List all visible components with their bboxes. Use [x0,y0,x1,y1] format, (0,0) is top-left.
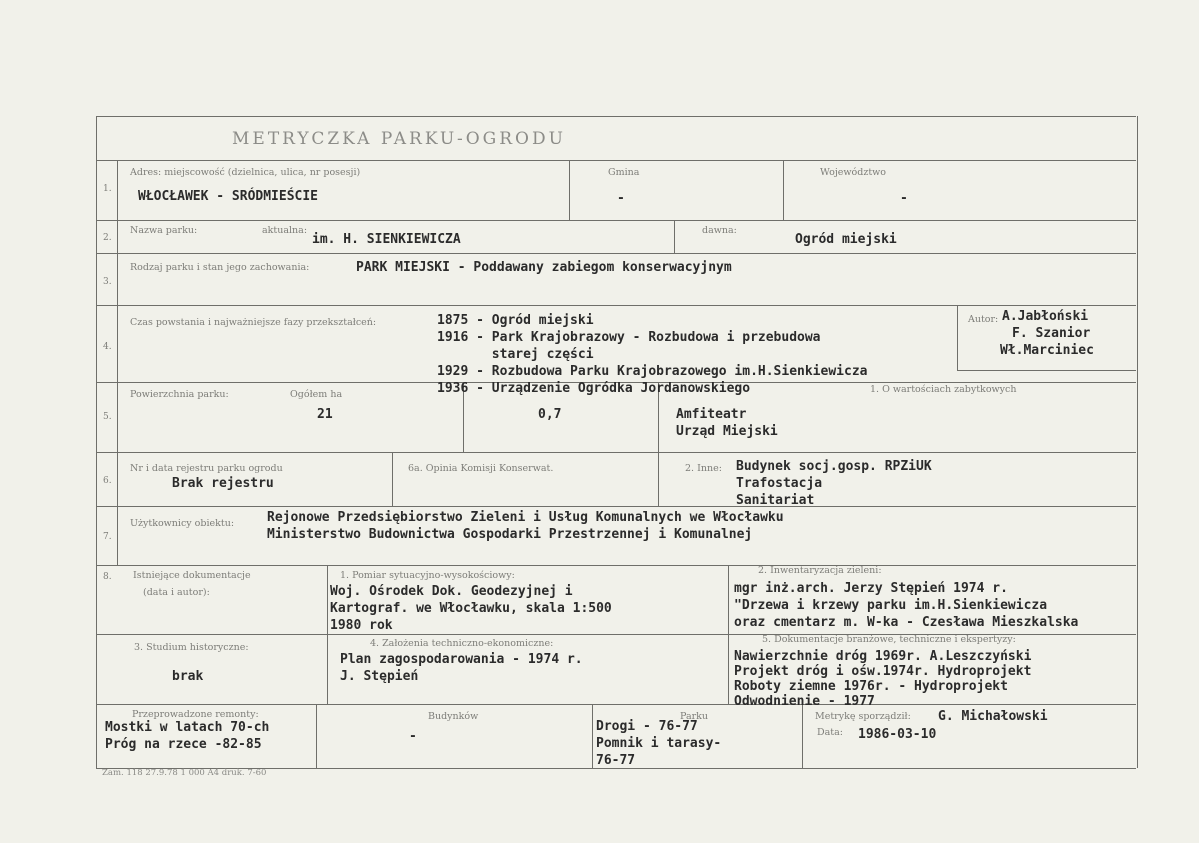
current-name-value: im. H. SIENKIEWICZA [312,232,461,247]
prepared-by-label: Metrykę sporządził: [815,711,911,722]
inventory-line: "Drzewa i krzewy parku im.H.Sienkiewicza [734,598,1048,613]
inventory-line: oraz cmentarz m. W-ka - Czesława Mieszkalska [734,615,1079,630]
repairs-list [105,719,269,753]
park-type-value: PARK MIEJSKI - Poddawany zabiegom konserwacyjnym [356,260,732,275]
row-number: 3. [103,277,112,287]
divider [957,305,958,370]
print-footer: Zam. 118 27.9.78 1 000 A4 druk. 7-60 [102,768,267,778]
address-label: Adres: miejscowość (dzielnica, ulica, nr posesji) [130,167,361,178]
date-value: 1986-03-10 [858,727,937,742]
plan-line: Plan zagospodarowania - 1974 r. [340,652,583,667]
row-number: 4. [103,342,112,352]
park-repair-line: 76-77 [596,753,636,768]
history-phase-line: starej części [437,347,594,362]
historical-study-label: 3. Studium historyczne: [134,642,249,653]
docs-label: Istniejące dokumentacje [133,570,251,581]
other-list [736,458,932,509]
row-number: 8. [103,572,112,582]
divider [316,704,317,768]
monument-item: Urząd Miejski [676,424,778,439]
buildings-value: - [409,729,417,744]
park-type-label: Rodzaj parku i stan jego zachowania: [130,262,310,273]
divider [802,704,803,768]
total-area-value: 21 [317,407,333,422]
historical-study-value: brak [172,669,204,684]
divider [96,160,1136,161]
park-repair-line: Pomnik i tarasy- [596,736,722,751]
divider [96,220,1136,221]
user-item: Ministerstwo Budownictwa Gospodarki Przestrzennej i Komunalnej [267,527,753,542]
docs-sublabel: (data i autor): [143,587,210,598]
plan-line: J. Stępień [340,669,419,684]
technical-economic-label: 4. Założenia techniczno-ekonomiczne: [370,638,554,649]
gmina-label: Gmina [608,167,640,178]
industry-docs-label: 5. Dokumentacje branżowe, techniczne i ekspertyzy: [762,634,1016,645]
divider [392,452,393,506]
park-repairs-list [596,718,721,769]
row-number: 7. [103,532,112,542]
industry-doc-line: Roboty ziemne 1976r. - Hydroprojekt [734,679,1008,694]
divider [327,565,328,704]
register-value: Brak rejestru [172,476,274,491]
row-number: 1. [103,184,112,194]
area-label: Powierzchnia parku: [130,389,229,400]
gmina-value: - [617,191,625,206]
author-value: Wł.Marciniec [1000,343,1094,358]
survey-label: 1. Pomiar sytuacyjno-wysokościowy: [340,570,515,581]
divider [96,253,1136,254]
user-item: Rejonowe Przedsiębiorstwo Zieleni i Usług Komunalnych we Włocławku [267,510,784,525]
author-value: A.Jabłoński [1002,309,1089,324]
industry-docs-list [734,649,1031,709]
history-phase-line: 1916 - Park Krajobrazowy - Rozbudowa i przebudowa [437,330,821,345]
former-name-value: Ogród miejski [795,232,897,247]
other-label: 2. Inne: [685,463,722,474]
divider [569,160,570,220]
divider [96,305,1136,306]
author-label: Autor: [968,314,999,325]
monuments-list [676,406,778,440]
inventory-label: 2. Inwentaryzacja zieleni: [758,565,882,576]
former-name-label: dawna: [702,225,737,236]
survey-line: 1980 rok [330,618,393,633]
industry-doc-line: Projekt dróg i ośw.1974r. Hydroprojekt [734,664,1032,679]
industry-doc-line: Nawierzchnie dróg 1969r. A.Leszczyński [734,649,1032,664]
register-label: Nr i data rejestru parku ogrodu [130,463,283,474]
divider [658,452,659,506]
top-border [96,116,1136,117]
author-value: F. Szanior [1012,326,1091,341]
current-name-label: aktualna: [262,225,308,236]
row-number: 6. [103,476,112,486]
prepared-by-value: G. Michałowski [938,709,1048,724]
other-item: Sanitariat [736,493,815,508]
voivodeship-value: - [900,191,908,206]
park-repairs-label: Parku [680,711,709,722]
other-item: Budynek socj.gosp. RPZiUK [736,459,932,474]
date-label: Data: [817,727,843,738]
survey-line: Woj. Ośrodek Dok. Geodezyjnej i [330,584,573,599]
monuments-label: 1. O wartościach zabytkowych [870,384,1017,395]
users-list [267,509,784,543]
survey-list [330,583,612,634]
users-label: Użytkownicy obiektu: [130,518,235,529]
row-number: 5. [103,412,112,422]
history-phases-label: Czas powstania i najważniejsze fazy przekształceń: [130,317,377,328]
address-value: WŁOCŁAWEK - SRÓDMIEŚCIE [138,189,319,204]
other-item: Trafostacja [736,476,823,491]
inventory-line: mgr inż.arch. Jerzy Stępień 1974 r. [734,581,1008,596]
repairs-label: Przeprowadzone remonty: [132,709,259,720]
industry-doc-line: Odwodnienie - 1977 [734,694,875,709]
form-title: METRYCZKA PARKU-OGRODU [232,129,566,149]
divider [783,160,784,220]
monument-item: Amfiteatr [676,407,747,422]
divider [96,506,1136,507]
plan-list [340,651,583,685]
divider [957,370,1136,371]
history-phase-line: 1875 - Ogród miejski [437,313,594,328]
area-value: 0,7 [538,407,562,422]
divider [96,565,1136,566]
divider [592,704,593,768]
park-repair-line: Drogi - 76-77 [596,719,698,734]
history-phases-list [437,312,867,397]
voivodeship-label: Województwo [820,167,887,178]
row-number: 2. [103,233,112,243]
repair-line: Mostki w latach 70-ch [105,720,270,735]
history-phase-line: 1929 - Rozbudowa Parku Krajobrazowego im.H.Sienkiewicza [437,364,868,379]
buildings-label: Budynków [428,711,479,722]
conservation-opinion-label: 6a. Opinia Komisji Konserwat. [408,463,554,474]
park-name-label: Nazwa parku: [130,225,198,236]
inventory-list [734,580,1078,631]
divider [674,220,675,253]
divider [728,565,729,704]
divider [96,452,1136,453]
number-column-line [117,160,118,565]
history-phase-line: 1936 - Urządzenie Ogródka Jordanowskiego [437,381,751,396]
repair-line: Próg na rzece -82-85 [105,737,262,752]
survey-line: Kartograf. we Włocławku, skala 1:500 [330,601,612,616]
total-area-label: Ogółem ha [290,389,343,400]
